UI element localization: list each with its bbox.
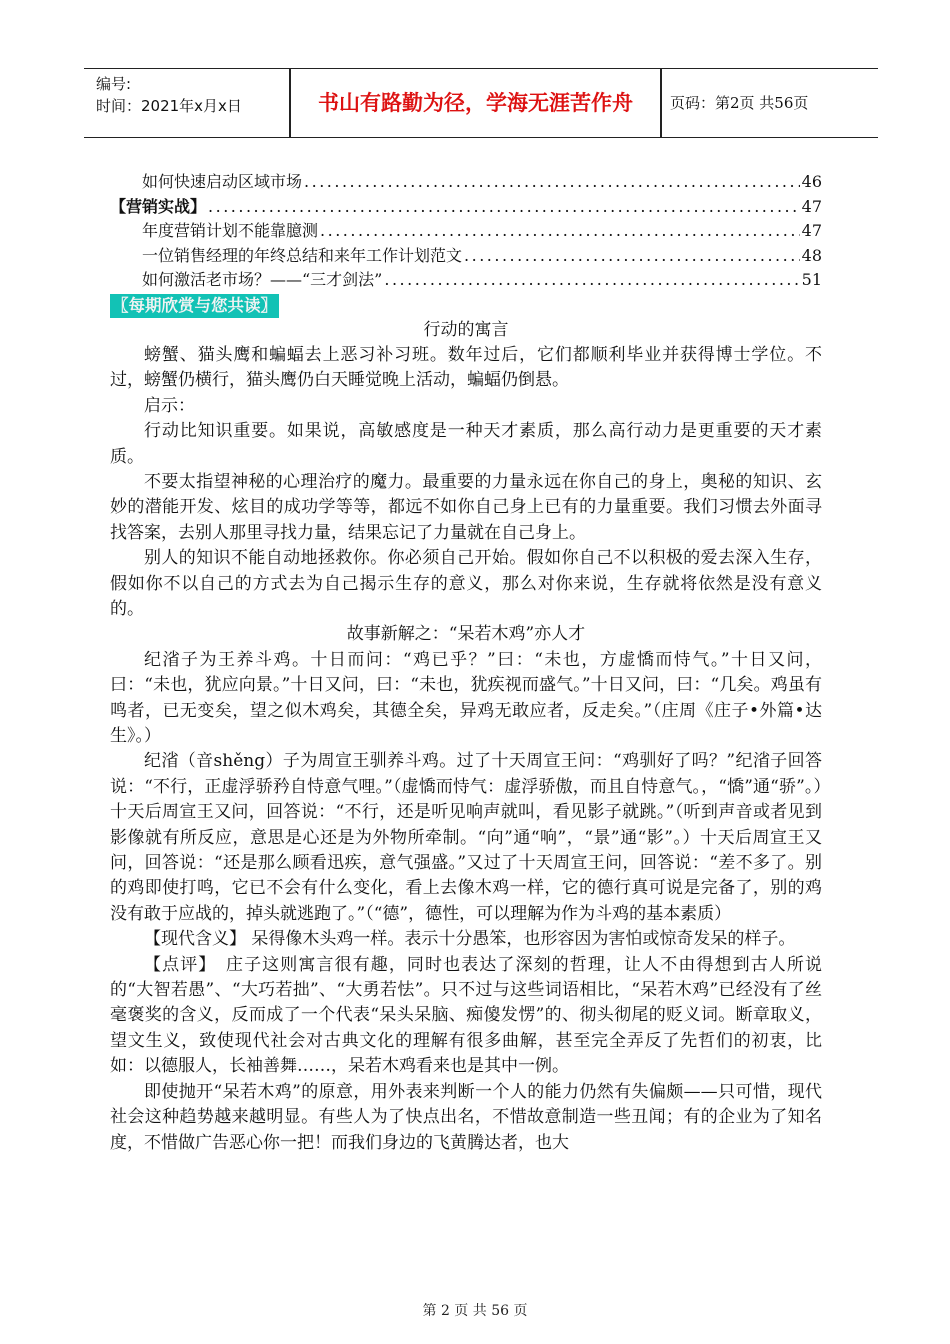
- toc-entry-title: 如何激活老市场？——“三才剑法”: [142, 270, 383, 289]
- toc-entry[interactable]: [110, 244, 822, 269]
- toc-leader-dots: [384, 268, 799, 293]
- toc-entry-title: 如何快速启动区域市场: [142, 172, 303, 191]
- toc-entry-title: 年度营销计划不能靠臆测: [142, 221, 319, 240]
- toc-entry-page: 47: [801, 221, 822, 240]
- toc-entry-page: 51: [801, 270, 822, 289]
- paragraph: 螃蟹、猫头鹰和蝙蝠去上恶习补习班。数年过后，它们都顺利毕业并获得博士学位。不过，螃蟹仍横行，猫头鹰仍白天睡觉晚上活动，蝙蝠仍倒悬。: [110, 344, 822, 391]
- toc-leader-dots: [208, 195, 800, 220]
- paragraph: 【现代含义】 呆得像木头鸡一样。表示十分愚笨，也形容因为害怕或惊奇发呆的样子。: [144, 929, 796, 950]
- header-meta: [96, 73, 292, 117]
- toc-entry-page: 48: [801, 245, 822, 265]
- header-divider: [660, 69, 662, 137]
- paragraph: 别人的知识不能自动地拯救你。你必须自己开始。假如你自己不以积极的爱去深入生存，假如你不以自己的方式去为自己揭示生存的意义，那么对你来说，生存就将依然是没有意义的。: [110, 548, 822, 619]
- page-header: [84, 68, 878, 138]
- paragraph: 行动比知识重要。如果说，高敏感度是一种天才素质，那么高行动力是更重要的天才素质。: [110, 421, 822, 467]
- toc-entry-title: 一位销售经理的年终总结和来年工作计划范文: [142, 245, 463, 265]
- paragraph: 不要太指望神秘的心理治疗的魔力。最重要的力量永远在你自己的身上，奥秘的知识、玄妙的潜能开发、炫目的成功学等等，都远不如你自己身上已有的力量重要。我们习惯去外面寻找答案，去别人那里寻找力量，结果忘记了力量就在自己身上。: [110, 471, 822, 543]
- article-title: 故事新解之：“呆若木鸡”亦人才: [346, 624, 586, 645]
- page-content: [110, 170, 822, 1156]
- article-body: [110, 318, 822, 1156]
- paragraph: 纪渻子为王养斗鸡。十日而问：“鸡已乎？”曰：“未也，方虚憍而恃气。”十日又问，曰：“未也，犹应向景。”十日又问，曰：“未也，犹疾视而盛气。”十日又问，曰：“几矣。鸡虽有鸣者，已无变矣，望之似木鸡矣，其德全矣，异鸡无敢应者，反走矣。”（庄周《庄子•外篇•达生》。）: [110, 649, 822, 746]
- toc-entry[interactable]: [110, 170, 822, 195]
- toc-leader-dots: [320, 219, 800, 244]
- page-footer: 第 2 页 共 56 页: [422, 1303, 528, 1319]
- toc-entry[interactable]: [110, 195, 822, 220]
- toc-entry-title: 【营销实战】: [110, 196, 207, 216]
- paragraph: 即使抛开“呆若木鸡”的原意，用外表来判断一个人的能力仍然有失偏颇——只可惜，现代社会这种趋势越来越明显。有些人为了快点出名，不惜故意制造一些丑闻；有的企业为了知名度，不惜做广告恶心你一把！而我们身边的飞黄腾达者，也大: [110, 1081, 822, 1153]
- header-time-label: 时间：2021年x月x日: [96, 97, 242, 115]
- toc-leader-dots: [464, 244, 800, 269]
- header-page-info: 页码：第2页 共56页: [670, 94, 809, 112]
- section-heading: 〖每期欣赏与您共读〗: [110, 294, 279, 318]
- toc-leader-dots: [304, 170, 800, 195]
- paragraph: 【点评】 庄子这则寓言很有趣，同时也表达了深刻的哲理，让人不由得想到古人所说的“大智若愚”、“大巧若拙”、“大勇若怯”。只不过与这些词语相比，“呆若木鸡”已经没有了丝毫褒奖的含义，反而成了一个代表“呆头呆脑、痴傻发愣”的、彻头彻尾的贬义词。断章取义，望文生义，致使现代社会对古典文化的理解有很多曲解，甚至完全弄反了先哲们的初衷，比如：以德服人，长袖善舞……，呆若木鸡看来也是其中一例。: [110, 954, 822, 1077]
- toc-entry[interactable]: [110, 268, 822, 293]
- table-of-contents: [110, 170, 822, 293]
- toc-entry[interactable]: [110, 219, 822, 244]
- article-title: 行动的寓言: [423, 319, 509, 340]
- toc-entry-page: 47: [801, 196, 822, 216]
- paragraph: 纪渻（音shěng）子为周宣王驯养斗鸡。过了十天周宣王问：“鸡驯好了吗？”纪渻子回答说：“不行，正虚浮骄矜自恃意气哩。”（虚憍而恃气：虚浮骄傲，而且自恃意气。，“憍”通“骄”。）十天后周宣王又问，回答说：“不行，还是听见响声就叫，看见影子就跳。”（听到声音或者见到影像就有所反应，意思是心还是为外物所牵制。“向”通“响”，“景”通“影”。）十天后周宣王又问，回答说：“还是那么顾看迅疾，意气强盛。”又过了十天周宣王问，回答说：“差不多了。别的鸡即使打鸣，它已不会有什么变化，看上去像木鸡一样，它的德行真可说是完备了，别的鸡没有敢于应战的，掉头就逃跑了。”（“德”，德性，可以理解为作为斗鸡的基本素质）: [110, 751, 822, 924]
- header-number-label: 编号:: [96, 75, 132, 93]
- toc-entry-page: 46: [801, 172, 822, 191]
- paragraph: 启示：: [144, 395, 195, 416]
- header-motto: 书山有路勤为径，学海无涯苦作舟: [318, 90, 633, 115]
